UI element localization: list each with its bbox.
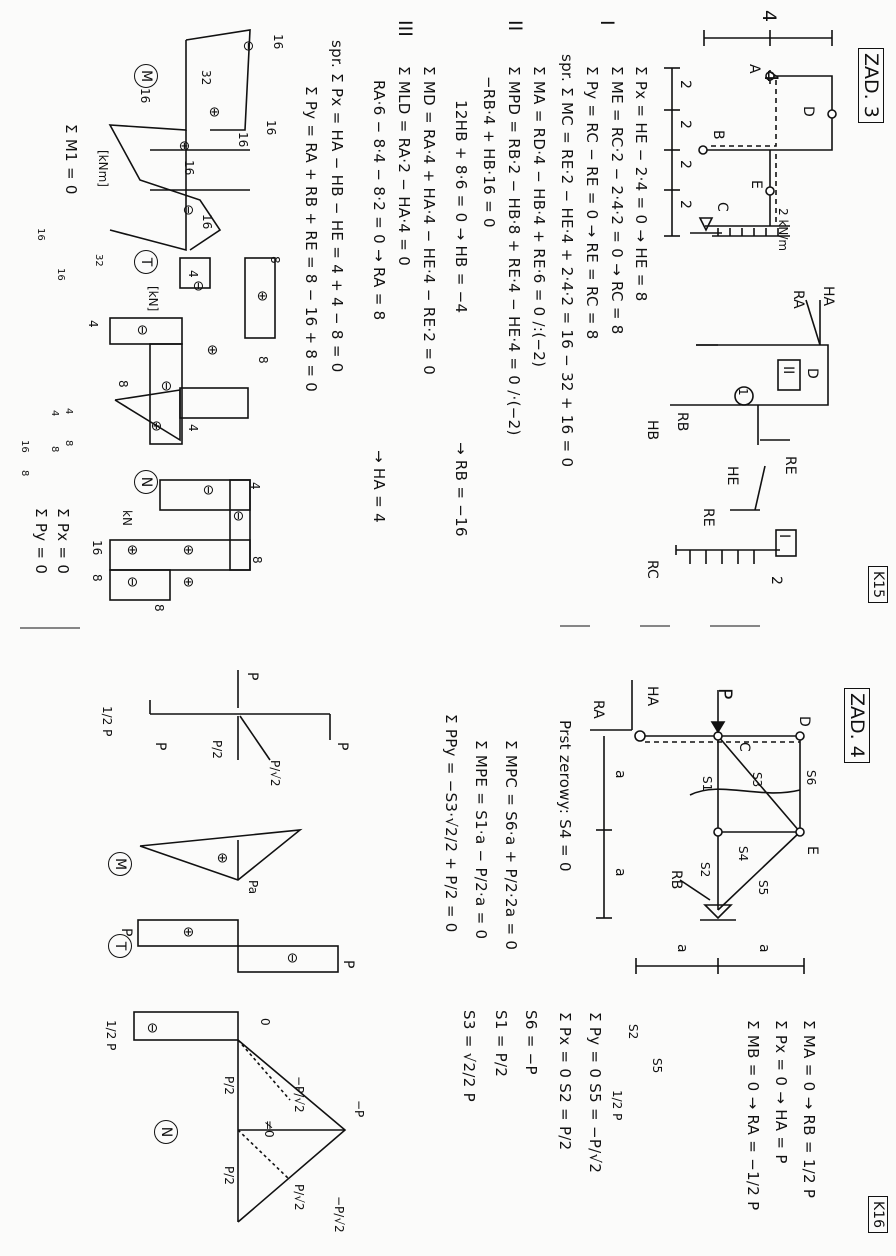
roman-II: II (504, 20, 526, 32)
node-check-16b: 16 (55, 268, 66, 281)
eq-spr-2: Σ Py = RA + RB + RE = 8 − 16 + 8 = 0 (302, 86, 320, 393)
node-C: C (714, 202, 730, 212)
dim-span-1: 2 (677, 80, 693, 89)
bar-s6: S6 (804, 770, 818, 786)
n-val-1: 4 (248, 482, 262, 490)
n-sign-2: ⊖ (230, 510, 246, 522)
k16-N-sign: ⊖ (144, 1022, 160, 1034)
node-check2-4b: 4 (49, 410, 60, 417)
eq-II-2: Σ MPD = RB·2 − HB·8 + RE·4 − HE·4 = 0 /·(−2) (505, 66, 523, 436)
n-val-3: 16 (90, 540, 104, 556)
k16-M-sign: ⊕ (214, 852, 230, 864)
eq-I-4: spr. Σ MC = RE·2 − HE·4 + 2·4·2 = 16 − 32 + 16 = 0 (558, 54, 576, 468)
k16-res-2: Σ Px = 0 S2 = P/2 (556, 1012, 574, 1151)
prest-zerowy: Prst zerowy: S4 = 0 (556, 720, 574, 872)
m-sign-4: ⊖ (180, 204, 196, 216)
t-val-6: 4 (186, 424, 200, 432)
k16-N-v2: 0 (258, 1018, 272, 1026)
n-val-4: 8 (90, 574, 104, 582)
k16-eq-r3: Σ MB = 0 → RA = −1/2 P (744, 1020, 762, 1211)
eq-II-3: −RB·4 + HB·16 = 0 (480, 76, 498, 228)
node-check2-8a: 8 (63, 440, 74, 447)
eq-III-3: RA·6 − 8·4 − 8·2 = 0 → RA = 8 (370, 80, 388, 321)
node-check-eq: Σ M1 = 0 (62, 124, 80, 195)
t-val-3: 4 (86, 320, 100, 328)
eq-spr-1: spr. Σ Px = HA − HB − HE = 4 + 4 − 8 = 0 (328, 40, 346, 373)
k16-eq-1: Σ MPC = S6·a + P/2·2a = 0 (502, 740, 520, 951)
k16-N-v3: −P (352, 1100, 366, 1118)
eq-III-4: → HA = 4 (370, 450, 388, 523)
node-check-16a: 16 (35, 228, 46, 241)
fbd-HB: HB (644, 420, 660, 441)
fbd-HE: HE (724, 466, 740, 486)
t-sign-3: ⊖ (134, 324, 150, 336)
eq-I-3: Σ Py = RC − RE = 0 → RE = RC = 8 (583, 66, 601, 340)
fbd-part-II: II (780, 366, 796, 375)
dim-top-b: 4 (760, 70, 782, 83)
n-sign-1: ⊖ (200, 484, 216, 496)
t-val-2: 4 (186, 270, 200, 278)
node-check2-4: 4 (63, 408, 74, 415)
sketch-P-right: P (334, 742, 350, 751)
k16-eq-3: Σ PPy = −S3·√2/2 + P/2 = 0 (442, 714, 460, 933)
fbd-RE-2: RE (700, 508, 716, 527)
node-check2-px: Σ Px = 0 (54, 508, 72, 575)
node-check-32: 32 (93, 254, 104, 267)
fbd-HA: HA (820, 286, 836, 307)
m-sign-2: ⊕ (206, 106, 222, 118)
k16-res-4: S1 = P/2 (492, 1010, 510, 1078)
eq-II-5: → RB = −16 (452, 442, 470, 537)
t-sign-5: ⊕ (204, 344, 220, 356)
bar-s1: S1 (700, 776, 714, 792)
bar-s4: S4 (736, 846, 750, 862)
diagram-N-label: N (134, 470, 158, 494)
t-val-5: 8 (116, 380, 130, 388)
eq-III-2: Σ MLD = RA·2 − HA·4 = 0 (395, 66, 413, 267)
page-tag-k15: K15 (868, 566, 888, 603)
k16-eq-2: Σ MPE = S1·a − P/2·a = 0 (472, 740, 490, 940)
roman-III: III (394, 20, 416, 37)
k16-N-v4: P/2 (222, 1076, 236, 1095)
n-val-2: 8 (250, 556, 264, 564)
node-s2: S2 (626, 1024, 640, 1040)
node-check2-py: Σ Py = 0 (32, 508, 50, 575)
truss-node-E: E (804, 846, 820, 855)
sketch-P-left: P (152, 742, 168, 751)
t-sign-2: ⊖ (190, 280, 206, 292)
fbd-RC: RC (644, 560, 660, 579)
n-sign-4: ⊖ (124, 576, 140, 588)
roman-I: I (596, 20, 618, 26)
k16-T-sign1: ⊕ (180, 926, 196, 938)
bar-s5: S5 (756, 880, 770, 896)
t-sign-1: ⊕ (254, 290, 270, 302)
k16-T-sign2: ⊖ (284, 952, 300, 964)
fbd-part-I: I (776, 534, 792, 539)
k16-N-v5: −P/√2 (292, 1076, 306, 1113)
k16-T-right: P (340, 960, 356, 969)
k16-T-left: P (118, 928, 134, 937)
node-A: A (746, 64, 762, 74)
diagram-M-unit: [kNm] (96, 150, 110, 187)
fbd-D: D (804, 368, 820, 379)
dim-a1: a (612, 770, 628, 779)
k16-N-v7: P/√2 (292, 1184, 306, 1211)
k16-N-v1: 1/2 P (104, 1020, 118, 1051)
m-val-2: 16 (138, 88, 152, 104)
k16-eq-r2: Σ Px = 0 → HA = P (772, 1020, 790, 1164)
k16-diagram-M: M (108, 852, 132, 876)
m-sign-3: ⊕ (176, 140, 192, 152)
diagram-T-unit: [kN] (146, 286, 160, 312)
k16-eq-r1: Σ MA = 0 → RB = 1/2 P (800, 1020, 818, 1199)
dim-span-4: 2 (677, 200, 693, 209)
m-val-1: 16 (271, 34, 285, 50)
diagram-M-label: M (134, 64, 158, 88)
bar-s2: S2 (698, 862, 712, 878)
truss-node-C: C (736, 742, 752, 752)
t-sign-6: ⊕ (148, 420, 164, 432)
eq-I-2: Σ ME = RC·2 − 2·4·2 = 0 → RC = 8 (608, 66, 626, 335)
load-label: 2 kN/m (776, 208, 790, 252)
truss-RA: RA (590, 700, 606, 719)
eq-I-1: Σ Px = HE − 2·4 = 0 → HE = 8 (632, 66, 650, 302)
page-tag-k16: K16 (868, 1196, 888, 1233)
fbd-RB: RB (674, 412, 690, 432)
node-E: E (748, 180, 764, 189)
k16-res-5: S3 = √2/2 P (460, 1010, 478, 1102)
truss-RB: RB (668, 870, 684, 890)
sketch-P-sqrt: P/√2 (268, 760, 282, 787)
sketch-P-top: P (244, 672, 260, 681)
node-s5: S5 (650, 1058, 664, 1074)
k16-N-v8: ≠0 (262, 1120, 276, 1138)
fbd-load-2: 2 (768, 576, 784, 585)
m-sign-1: ⊖ (240, 40, 256, 52)
m-val-4: 16 (264, 120, 278, 136)
k16-diagram-N: N (154, 1120, 178, 1144)
node-check2-16: 16 (19, 440, 30, 453)
k16-diagram-T: T (108, 934, 132, 958)
m-val-3: 32 (199, 70, 213, 86)
eq-II-4: 12HB + 8·6 = 0 → HB = −4 (452, 100, 470, 314)
section-label-zad4: ZAD. 4 (844, 688, 870, 763)
bar-s3: S3 (750, 772, 764, 788)
truss-node-D: D (796, 716, 812, 727)
n-sign-6: ⊕ (180, 576, 196, 588)
dim-a2: a (612, 868, 628, 877)
k16-N-v9: −P/√2 (332, 1196, 346, 1233)
truss-HA: HA (644, 686, 660, 707)
diagram-T-label: T (134, 250, 158, 274)
k16-M-Pa: Pa (246, 880, 260, 895)
k16-N-v6: P/2 (222, 1166, 236, 1185)
truss-load-P: P (714, 688, 736, 700)
dim-span-3: 2 (677, 160, 693, 169)
n-sign-3: ⊕ (124, 544, 140, 556)
dim-span-2: 2 (677, 120, 693, 129)
dim-a3: a (674, 944, 690, 953)
fbd-RA: RA (790, 290, 806, 309)
t-val-4: 8 (256, 356, 270, 364)
n-sign-5: ⊕ (180, 544, 196, 556)
node-check2-8c: 8 (19, 470, 30, 477)
dim-top-a: 4 (758, 10, 780, 23)
k16-res-1: Σ Py = 0 S5 = −P/√2 (586, 1012, 604, 1174)
k16-res-3: S6 = −P (522, 1010, 540, 1075)
dim-a4: a (756, 944, 772, 953)
node-B: B (710, 130, 726, 140)
section-label-zad3: ZAD. 3 (858, 48, 884, 123)
sketch-half-P: 1/2 P (100, 706, 114, 737)
node-half-p: 1/2 P (610, 1090, 624, 1121)
fbd-RE: RE (782, 456, 798, 475)
diagram-N-unit: kN (120, 510, 134, 526)
t-sign-4: ⊖ (158, 380, 174, 392)
node-check2-8b: 8 (49, 446, 60, 453)
m-val-7: 16 (200, 214, 214, 230)
eq-II-1: Σ MA = RD·4 − HB·4 + RE·6 = 0 /:(−2) (530, 66, 548, 368)
sketch-P-half: P/2 (210, 740, 224, 759)
t-val-1: 8 (268, 256, 282, 264)
node-D: D (800, 106, 816, 117)
n-val-5: 8 (152, 604, 166, 612)
fbd-node-1: 1 (736, 388, 750, 396)
m-val-5: 16 (236, 132, 250, 148)
m-val-6: 16 (182, 160, 196, 176)
eq-III-1: Σ MD = RA·4 + HA·4 − HE·4 − RE·2 = 0 (420, 66, 438, 376)
